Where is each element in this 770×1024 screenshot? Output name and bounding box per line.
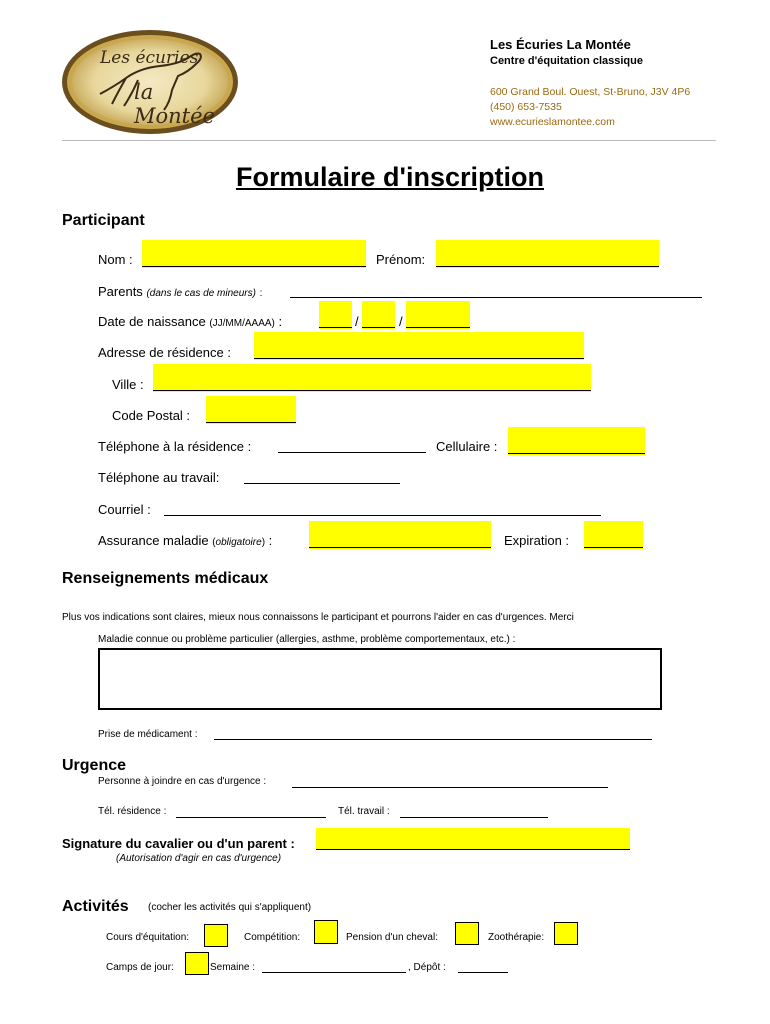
label-zootherapie: Zoothérapie: — [488, 932, 545, 943]
org-address: 600 Grand Boul. Ouest, St-Bruno, J3V 4P6 — [490, 86, 691, 98]
logo-text-line1: Les écuries — [100, 48, 199, 68]
label-camps: Camps de jour: — [106, 962, 174, 973]
org-name: Les Écuries La Montée — [490, 37, 631, 52]
assurance-underline — [309, 547, 491, 548]
signature-field[interactable] — [316, 828, 630, 850]
label-ville: Ville : — [112, 377, 144, 392]
medicament-field[interactable] — [214, 739, 652, 740]
dob-slash-1: / — [355, 314, 359, 329]
page-title: Formulaire d'inscription — [236, 162, 544, 192]
dob-slash-2: / — [399, 314, 403, 329]
label-assurance-note: obligatoire — [215, 537, 262, 548]
section-urgence: Urgence — [62, 757, 127, 774]
label-competition: Compétition: — [244, 932, 301, 943]
signature-note: (Autorisation d'agir en cas d'urgence) — [116, 853, 282, 864]
label-medicament: Prise de médicament : — [98, 729, 198, 740]
urgence-tel-residence-field[interactable] — [176, 817, 326, 818]
label-tel-residence: Téléphone à la résidence : — [98, 439, 252, 454]
camps-checkbox[interactable] — [185, 952, 209, 975]
courriel-field[interactable] — [164, 515, 601, 516]
competition-checkbox[interactable] — [314, 920, 338, 944]
depot-field[interactable] — [458, 972, 508, 973]
cours-checkbox[interactable] — [204, 924, 228, 947]
label-cellulaire: Cellulaire : — [436, 439, 498, 454]
section-medical: Renseignements médicaux — [62, 570, 269, 587]
label-dob — [98, 314, 282, 329]
dob-year-field[interactable] — [406, 301, 470, 329]
personne-urgence-field[interactable] — [292, 787, 608, 788]
label-parents-colon: : — [259, 288, 263, 299]
dob-month-field[interactable] — [362, 301, 395, 329]
org-subtitle: Centre d'équitation classique — [490, 55, 643, 67]
label-cours: Cours d'équitation: — [106, 932, 190, 943]
section-activites: Activités — [62, 898, 129, 915]
label-maladie: Maladie connue ou problème particulier (allergies, asthme, problème comportementaux, etc.) : — [98, 634, 516, 645]
label-adresse: Adresse de résidence : — [98, 345, 231, 360]
maladie-textarea[interactable] — [98, 648, 662, 710]
pension-checkbox[interactable] — [455, 922, 479, 945]
label-code-postal: Code Postal : — [112, 408, 191, 423]
semaine-field[interactable] — [262, 972, 406, 973]
ville-underline — [153, 390, 591, 391]
label-urgence-tel-residence: Tél. résidence : — [98, 806, 167, 817]
tel-travail-field[interactable] — [244, 483, 400, 484]
activites-instruction: (cocher les activités qui s'appliquent) — [148, 902, 312, 913]
label-assurance-colon: : — [268, 533, 273, 548]
label-nom: Nom : — [98, 252, 133, 267]
dob-month-underline — [362, 327, 395, 328]
label-assurance: Assurance maladie (obligatoire) : — [98, 533, 273, 548]
signature-underline — [316, 849, 630, 850]
nom-underline — [142, 266, 366, 267]
header-divider — [62, 140, 716, 141]
assurance-field[interactable] — [309, 521, 491, 549]
label-tel-travail: Téléphone au travail: — [98, 470, 220, 485]
code-postal-underline — [206, 422, 296, 423]
label-dob-text: Date de naissance — [98, 314, 206, 329]
urgence-tel-travail-field[interactable] — [400, 817, 548, 818]
label-personne-urgence: Personne à joindre en cas d'urgence : — [98, 776, 267, 787]
label-pension: Pension d'un cheval: — [346, 932, 438, 943]
label-semaine: Semaine : — [210, 962, 256, 973]
section-participant: Participant — [62, 212, 145, 229]
label-expiration: Expiration : — [504, 533, 570, 548]
nom-field[interactable] — [142, 240, 366, 268]
adresse-underline — [254, 358, 584, 359]
cellulaire-underline — [508, 453, 645, 454]
label-dob-format: (JJ/MM/AAAA) — [209, 318, 275, 329]
label-prenom: Prénom: — [376, 252, 426, 267]
label-courriel: Courriel : — [98, 502, 151, 517]
label-signature: Signature du cavalier ou d'un parent : — [62, 836, 295, 851]
label-urgence-tel-travail: Tél. travail : — [338, 806, 390, 817]
prenom-field[interactable] — [436, 240, 659, 268]
dob-year-underline — [406, 327, 470, 328]
label-assurance-text: Assurance maladie — [98, 533, 209, 548]
expiration-underline — [584, 547, 643, 548]
parents-field[interactable] — [290, 297, 702, 298]
medical-intro: Plus vos indications sont claires, mieux nous connaissons le participant et pourrons l'aider en cas d'urgences. Merci — [62, 612, 574, 623]
ville-field[interactable] — [153, 364, 591, 392]
expiration-field[interactable] — [584, 521, 643, 549]
label-dob-colon: : — [278, 314, 283, 329]
tel-residence-field[interactable] — [278, 452, 426, 453]
dob-day-field[interactable] — [319, 301, 352, 329]
label-parents — [98, 284, 262, 299]
label-depot: , Dépôt : — [408, 962, 446, 973]
logo — [60, 28, 240, 136]
org-phone: (450) 653-7535 — [490, 101, 562, 113]
zootherapie-checkbox[interactable] — [554, 922, 578, 945]
dob-day-underline — [319, 327, 352, 328]
label-parents-text: Parents — [98, 284, 143, 299]
org-website[interactable]: www.ecurieslamontee.com — [490, 116, 615, 128]
prenom-underline — [436, 266, 659, 267]
label-parents-note: (dans le cas de mineurs) — [146, 288, 256, 299]
logo-text-line2: la Montée — [134, 80, 215, 128]
adresse-field[interactable] — [254, 332, 584, 360]
code-postal-field[interactable] — [206, 396, 296, 424]
cellulaire-field[interactable] — [508, 427, 645, 455]
